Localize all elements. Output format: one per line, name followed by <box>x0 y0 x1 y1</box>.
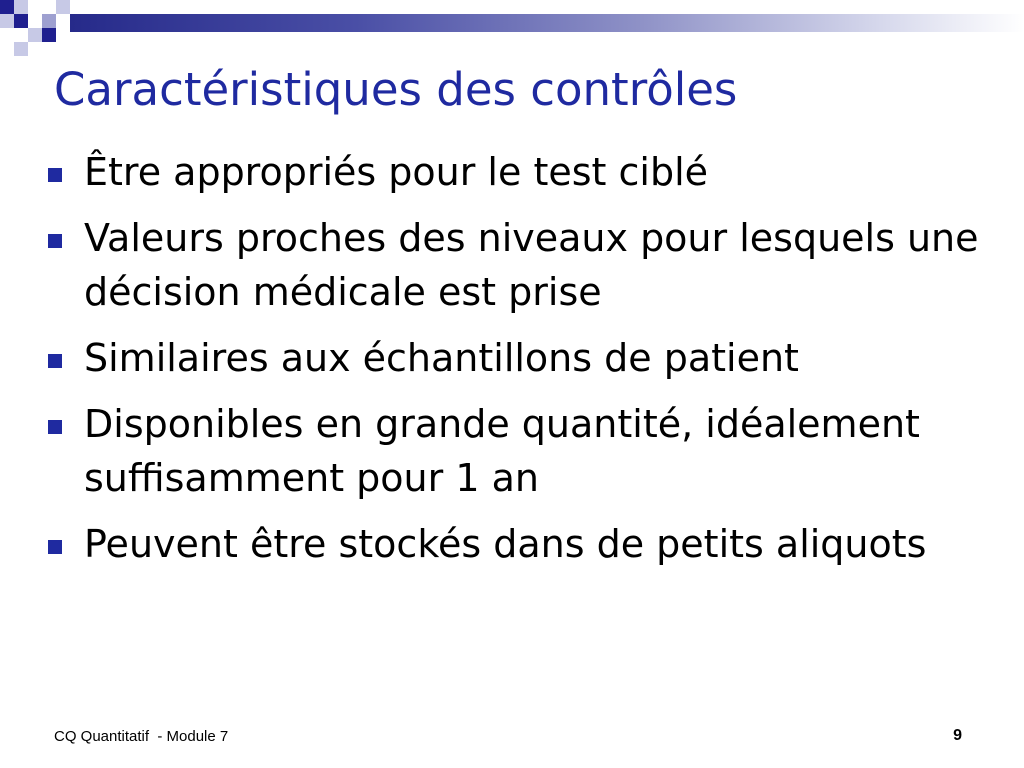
bullet-text: Disponibles en grande quantité, idéalement suffisamment pour 1 an <box>84 402 920 500</box>
decor-square <box>14 0 28 14</box>
bullet-item <box>44 517 1014 571</box>
decor-square <box>56 0 70 14</box>
header-gradient-bar <box>70 14 1024 32</box>
bullet-item <box>44 331 1014 385</box>
square-bullet-icon <box>48 234 62 248</box>
square-bullet-icon <box>48 354 62 368</box>
decor-square <box>28 28 42 42</box>
bullet-item <box>44 145 1014 199</box>
bullet-text: Être appropriés pour le test ciblé <box>84 150 709 194</box>
decor-square <box>14 42 28 56</box>
bullet-text: Valeurs proches des niveaux pour lesquels une décision médicale est prise <box>84 216 979 314</box>
square-bullet-icon <box>48 540 62 554</box>
bullet-text: Similaires aux échantillons de patient <box>84 336 799 380</box>
footer-module-label: CQ Quantitatif - Module 7 <box>54 728 229 745</box>
slide-title: Caractéristiques des contrôles <box>54 63 738 116</box>
decor-square <box>14 14 28 28</box>
bullet-item <box>44 211 1014 319</box>
page-number: 9 <box>953 727 962 744</box>
bullet-item <box>44 397 1014 505</box>
decor-square <box>42 28 56 42</box>
bullet-list <box>44 145 1014 583</box>
square-bullet-icon <box>48 420 62 434</box>
decor-square <box>0 0 14 14</box>
square-bullet-icon <box>48 168 62 182</box>
decor-square <box>42 14 56 28</box>
decor-square <box>0 14 14 28</box>
bullet-text: Peuvent être stockés dans de petits aliquots <box>84 522 927 566</box>
